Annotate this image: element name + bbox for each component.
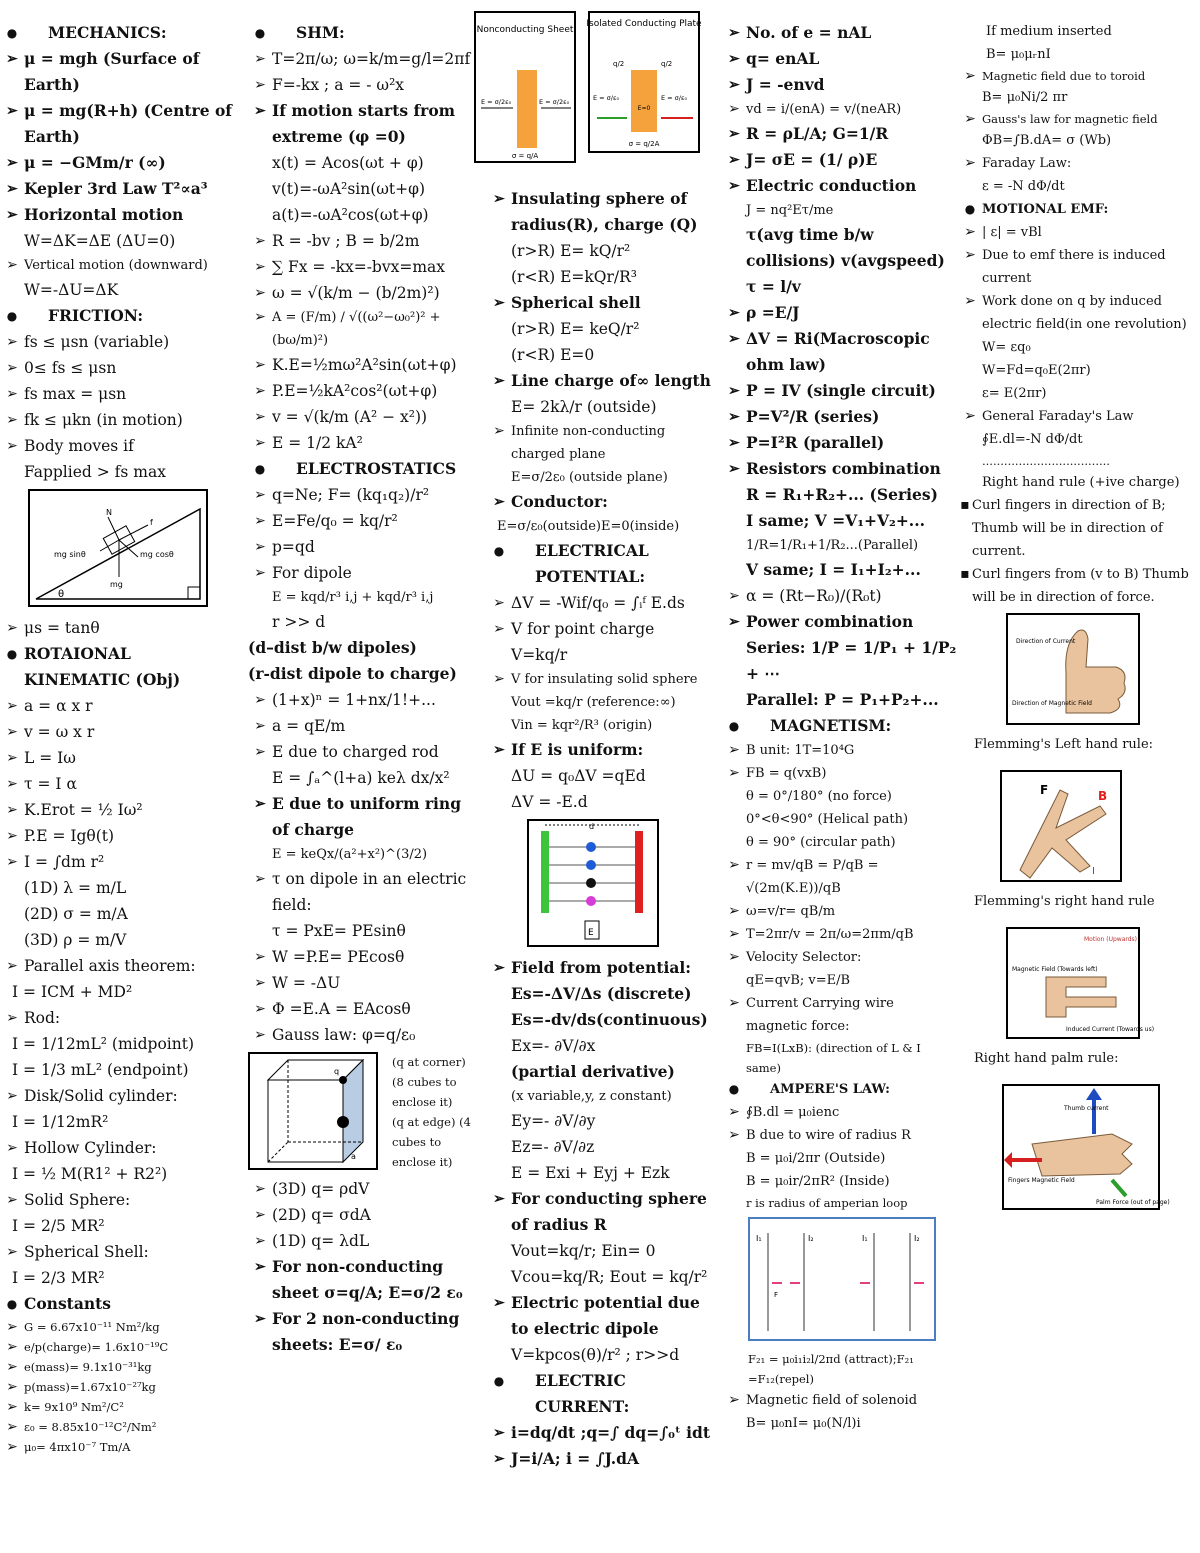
list-item: ➢ P=V²/R (series): [728, 407, 880, 426]
list-item: ➢ For dipole: [254, 564, 352, 582]
label-f: F: [1040, 783, 1049, 797]
list-item: ➢ i=dq/dt ;q=∫ dq=∫₀ᵗ idt: [493, 1423, 710, 1442]
list-item: (r>R) E= kQ/r²: [511, 242, 631, 260]
label-mgsin: mg sinθ: [54, 550, 86, 559]
list-item: ➢ Gauss law: φ=q/ε₀: [254, 1026, 416, 1044]
list-item: ➢ K.Erot = ½ Iω²: [6, 801, 143, 819]
fig2-q2-left: q/2: [613, 60, 625, 68]
list-item: ➢ q=Ne; F= (kq₁q₂)/r²: [254, 486, 430, 504]
label-mg: mg: [110, 580, 123, 589]
fig2-sigma: σ = q/2A: [628, 140, 660, 148]
list-item: ➢ P.E=½kA²cos²(ωt+φ): [254, 382, 438, 400]
heading-magnetism: ● MAGNETISM:: [728, 716, 892, 735]
list-item: Series: 1/P = 1/P₁ + 1/P₂ + ⋯: [746, 638, 957, 683]
list-item: ➢ α = (Rt−R₀)/(R₀t): [728, 587, 882, 605]
list-item: E = keQx/(a²+x²)^(3/2): [272, 847, 428, 862]
list-item: ➢ v = ω x r: [6, 723, 95, 741]
list-item: I = 2/5 MR²: [12, 1217, 105, 1235]
list-item: Es=-ΔV/Δs (discrete): [511, 984, 692, 1003]
heading-rotational: ● ROTAIONAL KINEMATIC (Obj): [6, 644, 181, 689]
list-item: ➢ 0≤ fs ≤ μsn: [6, 359, 117, 377]
list-item: v(t)=-ωA²sin(ωt+φ): [272, 180, 426, 198]
nonconducting-sheet: [517, 70, 537, 148]
label-fingers: Fingers Magnetic Field: [1008, 1177, 1075, 1184]
list-item: 0°<θ<90° (Helical path): [746, 812, 909, 827]
list-item: ➢ Disk/Solid cylinder:: [6, 1087, 178, 1105]
heading-shm: ● SHM:: [254, 23, 345, 42]
list-item: ➢ V for point charge: [493, 620, 655, 638]
label-q: q: [334, 1067, 340, 1076]
caption-right-hand: Flemming's right hand rule: [974, 894, 1155, 909]
charge-edge: [337, 1116, 349, 1128]
list-item: B = μ₀i/2πr (Outside): [746, 1151, 886, 1166]
palm-rule-figure: [1006, 927, 1198, 1043]
list-item: ➢ E due to charged rod: [254, 743, 439, 761]
list-item: ➢ For non-conducting sheet σ=q/A; E=σ/2 ε₀: [254, 1257, 463, 1302]
charge-corner: [339, 1076, 347, 1084]
label-mgcos: mg cosθ: [140, 550, 174, 559]
list-item: ➢ p=qd: [254, 538, 315, 556]
fig2-e-right: E = σ/ε₀: [661, 94, 688, 102]
list-item: ➢ Vertical motion (downward): [6, 257, 208, 273]
fig1-title: Nonconducting Sheet: [476, 25, 574, 35]
list-item: qE=qvB; v=E/B: [746, 973, 851, 988]
list-item: ➢ B unit: 1T=10⁴G: [728, 742, 855, 758]
constant-item: ➢ μ₀= 4πx10⁻⁷ Tm/A: [6, 1439, 131, 1455]
gauss-cube-figure: [248, 1052, 483, 1172]
list-item: I = 1/12mL² (midpoint): [12, 1035, 194, 1053]
list-item: ➢ a = qE/m: [254, 717, 346, 735]
list-item: ➢ Due to emf there is induced current: [964, 247, 1166, 286]
list-item: ➢ B due to wire of radius R: [728, 1127, 911, 1143]
list-item: ➢ | ε| = vBl: [964, 224, 1042, 240]
list-item: ➢ W =P.E= PEcosθ: [254, 948, 405, 966]
list-item: (1D) λ = m/L: [24, 879, 127, 897]
list-item: ➢ Parallel axis theorem:: [6, 957, 196, 975]
list-item: ➢ fs max = μsn: [6, 385, 127, 403]
list-item: 1/R=1/R₁+1/R₂...(Parallel): [746, 538, 919, 553]
list-item: (d–dist b/w dipoles): [248, 638, 417, 657]
list-item: ➢ ω = √(k/m − (b/2m)²): [254, 284, 440, 302]
list-item: ➢ fs ≤ μsn (variable): [6, 333, 170, 351]
constant-item: ➢ e/p(charge)= 1.6x10⁻¹⁹C: [6, 1339, 169, 1355]
list-item: ➢ Spherical shell: [493, 293, 641, 312]
label-d: d: [589, 822, 595, 831]
list-item: ➢ K.E=½mω²A²sin(ωt+φ): [254, 356, 457, 374]
sheet-figures: [473, 10, 703, 170]
list-item: Fapplied > fs max: [24, 463, 166, 481]
list-item: Es=-dv/ds(continuous): [511, 1010, 708, 1029]
negative-plate: [635, 831, 643, 913]
constant-item: ➢ G = 6.67x10⁻¹¹ Nm²/kg: [6, 1319, 160, 1335]
list-item: ➢ τ = I α: [6, 775, 77, 793]
list-item: r >> d: [272, 613, 326, 631]
list-item: ➢ Infinite non-conducting charged plane: [493, 423, 666, 462]
list-item: ➢ fk ≤ μkn (in motion): [6, 411, 183, 429]
rule-item: ▪ Curl fingers in direction of B; Thumb will be in direction of current.: [960, 497, 1166, 559]
list-item: F₂₁ = μ₀i₁i₂l/2πd (attract);F₂₁ =F₁₂(repel): [748, 1352, 914, 1386]
list-item: ➢ R = -bv ; B = b/2m: [254, 232, 420, 250]
heading-motional-emf: ● MOTIONAL EMF:: [964, 202, 1109, 217]
list-item: ➢ General Faraday's Law: [964, 408, 1134, 424]
left-hand-figure: [1006, 613, 1198, 729]
list-item: E=σ/ε₀(outside)E=0(inside): [497, 519, 680, 534]
list-item: x(t) = Acos(ωt + φ): [272, 154, 424, 172]
list-item: ➢ A = (F/m) / √((ω²−ω₀²)² + (bω/m)²): [254, 309, 441, 348]
label-e: E: [588, 928, 594, 938]
list-item: ➢ ∑ Fx = -kx=-bvx=max: [254, 258, 446, 276]
label-thumb: Thumb current: [1064, 1105, 1109, 1112]
list-item: ➢ vd = i/(enA) = v/(neAR): [728, 101, 902, 117]
column-mechanics: [0, 20, 232, 1457]
conducting-plate: [631, 70, 657, 132]
list-item: ➢ If motion starts from extreme (φ =0): [254, 101, 456, 146]
list-item: ➢ For conducting sphere of radius R: [493, 1189, 707, 1234]
list-item: If medium inserted: [986, 24, 1112, 39]
label-i1b: I₁: [862, 1234, 868, 1243]
list-item: θ = 0°/180° (no force): [746, 789, 892, 804]
constant-item: ➢ e(mass)= 9.1x10⁻³¹kg: [6, 1359, 152, 1375]
list-item: ➢ Body moves if: [6, 437, 134, 455]
list-item: τ(avg time b/w collisions) v(avgspeed): [746, 225, 945, 270]
list-item: I = 1/3 mL² (endpoint): [12, 1061, 189, 1079]
column-fields-potential: [487, 186, 722, 1472]
list-item: ➢ For 2 non-conducting sheets: E=σ/ ε₀: [254, 1309, 460, 1354]
list-item: (r<R) E=kQr/R³: [511, 268, 638, 286]
list-item: ➢ Resistors combination: [728, 459, 941, 478]
list-item: ➢ Hollow Cylinder:: [6, 1139, 157, 1157]
fig1-e-left: E = σ/2ε₀: [481, 98, 512, 106]
list-item: ➢ Current Carrying wire magnetic force:: [728, 995, 894, 1034]
list-item: ➢ Faraday Law:: [964, 155, 1072, 171]
label-theta: θ: [58, 589, 65, 600]
list-item: ➢ T=2πr/v = 2π/ω=2πm/qB: [728, 926, 914, 942]
label-a: a: [351, 1152, 356, 1161]
list-item: (3D) ρ = m/V: [24, 931, 127, 949]
list-item: ➢ Line charge of∞ length: [493, 371, 711, 390]
label-n: N: [106, 508, 112, 517]
list-item: (r>R) E= keQ/r²: [511, 320, 640, 338]
label-f: f: [150, 518, 153, 527]
list-item: ΔV = -E.d: [511, 793, 588, 811]
list-item: E = ∫ₐ^(l+a) keλ dx/x²: [272, 769, 450, 787]
label-palm: Palm Force (out of page): [1096, 1199, 1170, 1206]
list-item: ΔU = q₀ΔV =qEd: [511, 767, 646, 785]
list-item: (r-dist dipole to charge): [248, 664, 457, 683]
list-item: R = R₁+R₂+... (Series): [746, 485, 938, 504]
list-item: ➢ Rod:: [6, 1009, 61, 1027]
cube-notes: (q at corner) (8 cubes to enclose it) (q at edge) (4 cubes to enclose it): [392, 1055, 471, 1169]
list-item: I = 1/12mR²: [12, 1113, 109, 1131]
list-item: τ = PxE= PEsinθ: [272, 922, 406, 940]
positive-plate: [541, 831, 549, 913]
list-item: ➢ E = 1/2 kA²: [254, 434, 363, 452]
right-hand-figure: [1000, 770, 1198, 886]
list-item: I = 2/3 MR²: [12, 1269, 105, 1287]
column-shm-electrostatics: [248, 20, 483, 1358]
list-item: θ = 90° (circular path): [746, 835, 896, 850]
list-item: B= μ₀nI= μ₀(N/l)i: [746, 1416, 861, 1431]
list-item: ➢ No. of e = nAL: [728, 23, 872, 42]
list-item: ➢ μ = mg(R+h) (Centre of Earth): [6, 101, 232, 146]
constant-item: ➢ ε₀ = 8.85x10⁻¹²C²/Nm²: [6, 1419, 157, 1435]
list-item: I same; V =V₁+V₂+...: [746, 511, 925, 530]
list-item: ➢ J=i/A; i = ∫J.dA: [493, 1449, 640, 1468]
list-item: ➢ J = -envd: [728, 75, 825, 94]
list-item: Ex=- ∂V/∂x: [511, 1037, 596, 1055]
list-item: ➢ V for insulating solid sphere: [493, 671, 698, 687]
list-item: ➢ τ on dipole in an electric field:: [254, 870, 467, 914]
list-item: W=Fd=q₀E(2πr): [982, 363, 1091, 378]
list-item: B = μ₀ir/2πR² (Inside): [746, 1174, 890, 1189]
list-item: ➢ Insulating sphere of radius(R), charge (Q): [493, 189, 698, 234]
list-item: ➢ (2D) q= σdA: [254, 1206, 371, 1224]
palm-force-figure: [1002, 1084, 1198, 1214]
list-item: ➢ Electric potential due to electric dipole: [493, 1293, 700, 1338]
parallel-wires-diagram: [748, 1217, 957, 1345]
list-item: ➢ E due to uniform ring of charge: [254, 794, 462, 839]
list-item: ➢ P.E = Igθ(t): [6, 827, 115, 845]
gauss-cube-diagram: [248, 1052, 378, 1170]
list-item: B= μ₀Ni/2 πr: [982, 90, 1068, 105]
list-item: τ = l/v: [746, 277, 801, 296]
list-item: ➢ If E is uniform:: [493, 740, 644, 759]
list-item: ε = -N dΦ/dt: [982, 179, 1065, 194]
list-item: ➢ Work done on q by induced electric field(in one revolution): [964, 293, 1187, 332]
list-item: Vin = kqr²/R³ (origin): [511, 718, 653, 733]
list-item: ➢ I = ∫dm r²: [6, 853, 105, 871]
list-item: Vcou=kq/R; Eout = kq/r²: [511, 1268, 708, 1286]
constant-item: ➢ k= 9x10⁹ Nm²/C²: [6, 1399, 124, 1415]
list-item: ➢ ΔV = Ri(Macroscopic ohm law): [728, 329, 930, 374]
list-item: Vout=kq/r; Ein= 0: [511, 1242, 656, 1260]
list-item: (x variable,y, z constant): [511, 1089, 672, 1104]
list-item: ➢ FB = q(vxB): [728, 765, 827, 781]
list-item: E= 2kλ/r (outside): [511, 398, 657, 416]
heading-friction: ● FRICTION:: [6, 306, 144, 325]
list-item: ➢ r = mv/qB = P/qB = √(2m(K.E))/qB: [728, 857, 879, 896]
list-item: ➢ ΔV = -Wif/q₀ = ∫ᵢᶠ E.ds: [493, 594, 685, 612]
list-item: ➢ E=Fe/q₀ = kq/r²: [254, 512, 398, 530]
list-item: B= μ₀μᵣnI: [986, 47, 1051, 62]
list-item: ➢ Electric conduction: [728, 176, 917, 195]
uniform-field-diagram: [527, 819, 722, 951]
fig1-sigma: σ = q/A: [511, 152, 539, 160]
list-item: Right hand rule (+ive charge): [982, 475, 1180, 490]
fig2-title: Isolated Conducting Plate: [586, 19, 702, 29]
column-induction: [958, 20, 1198, 1218]
list-item: ➢ F=-kx ; a = - ω²x: [254, 76, 405, 94]
list-item: ➢ (3D) q= ρdV: [254, 1180, 370, 1198]
label-i: I: [1092, 866, 1095, 877]
list-item: (partial derivative): [511, 1062, 675, 1081]
list-item: ➢ a = α x r: [6, 697, 93, 715]
label-current: Induced Current (Towards us): [1066, 1026, 1155, 1033]
list-item: ➢ P=I²R (parallel): [728, 433, 885, 452]
list-item: E = Exi + Eyj + Ezk: [511, 1164, 670, 1182]
list-item: ➢ W = -ΔU: [254, 974, 341, 992]
list-item: E=σ/2ε₀ (outside plane): [511, 470, 668, 485]
list-item: E = kqd/r³ i,j + kqd/r³ i,j: [272, 590, 434, 605]
label-field: Magnetic Field (Towards left): [1012, 966, 1098, 973]
list-item: ➢ v = √(k/m (A² − x²)): [254, 408, 428, 426]
heading-electrostatics: ● ELECTROSTATICS: [254, 459, 457, 478]
caption-palm-rule: Right hand palm rule:: [974, 1051, 1119, 1066]
list-item: ➢ Field from potential:: [493, 958, 692, 977]
list-item: V=kq/r: [511, 646, 568, 664]
label-f: F: [774, 1291, 779, 1299]
label-field-dir: Direction of Magnetic Field: [1012, 700, 1092, 707]
list-item: ➢ Solid Sphere:: [6, 1191, 131, 1209]
fig2-ein: E=0: [637, 105, 651, 112]
list-item: ➢ L = Iω: [6, 749, 76, 767]
label-b: B: [1098, 789, 1108, 803]
list-item: ➢ Spherical Shell:: [6, 1243, 149, 1261]
label-i1: I₁: [756, 1234, 762, 1243]
heading-mechanics: ● MECHANICS:: [6, 23, 167, 42]
list-item: r is radius of amperian loop: [746, 1196, 908, 1210]
list-item: Ey=- ∂V/∂y: [511, 1112, 596, 1130]
list-item: (2D) σ = m/A: [24, 905, 128, 923]
list-item: V=kpcos(θ)/r² ; r>>d: [511, 1346, 680, 1364]
incline-diagram: [28, 489, 232, 611]
list-item: ➢ Velocity Selector:: [728, 949, 862, 965]
list-item: ➢ μs = tanθ: [6, 619, 100, 637]
list-item: ΦB=∫B.dA= σ (Wb): [982, 133, 1112, 148]
constant-item: ➢ p(mass)=1.67x10⁻²⁷kg: [6, 1379, 156, 1395]
rule-item: ▪ Curl fingers from (v to B) Thumb will be in direction of force.: [960, 566, 1189, 605]
list-item: ➢ Power combination: [728, 612, 914, 631]
list-item: ➢ Kepler 3rd Law T²∝a³: [6, 179, 208, 198]
list-item: ➢ Conductor:: [493, 492, 608, 511]
list-item: ➢ Gauss's law for magnetic field: [964, 111, 1158, 127]
list-item: ➢ ∮B.dl = μ₀ienc: [728, 1104, 840, 1120]
heading-ampere: ● AMPERE'S LAW:: [728, 1082, 890, 1097]
caption-left-hand: Flemming's Left hand rule:: [974, 737, 1154, 752]
list-item: ➢ J= σE = (1/ ρ)E: [728, 150, 878, 169]
fig2-q2-right: q/2: [661, 60, 673, 68]
label-motion: Motion (Upwards): [1084, 936, 1138, 943]
list-item: ➢ R = ρL/A; G=1/R: [728, 124, 889, 143]
label-current-dir: Direction of Current: [1016, 638, 1076, 645]
list-item: Ez=- ∂V/∂z: [511, 1138, 595, 1156]
fig1-e-right: E = σ/2ε₀: [539, 98, 570, 106]
list-item: J = nq²Eτ/me: [746, 203, 834, 218]
list-item: ...................................: [982, 454, 1110, 468]
list-item: a(t)=-ωA²cos(ωt+φ): [272, 206, 429, 224]
heading-current: ● ELECTRIC CURRENT:: [493, 1371, 630, 1416]
list-item: ➢ Magnetic field of solenoid: [728, 1392, 918, 1408]
list-item: V same; I = I₁+I₂+...: [746, 560, 921, 579]
list-item: W= εq₀: [982, 340, 1031, 355]
list-item: Vout =kq/r (reference:∞): [511, 695, 676, 710]
list-item: ➢ Φ =E.A = EAcosθ: [254, 1000, 411, 1018]
heading-potential: ● ELECTRICAL POTENTIAL:: [493, 541, 649, 586]
list-item: (r<R) E=0: [511, 346, 595, 364]
list-item: ∮E.dl=-N dΦ/dt: [982, 432, 1083, 447]
list-item: ε= E(2πr): [982, 386, 1047, 401]
list-item: ➢ P = IV (single circuit): [728, 381, 936, 400]
list-item: I = ICM + MD²: [12, 983, 133, 1001]
column-current-magnetism: [722, 20, 957, 1435]
list-item: ➢ ρ =E/J: [728, 303, 800, 322]
label-i2b: I₂: [914, 1234, 920, 1243]
heading-constants: ● Constants: [6, 1294, 112, 1313]
list-item: W=-ΔU=ΔK: [24, 281, 119, 299]
list-item: FB=I(LxB): (direction of L & I same): [746, 1041, 921, 1075]
list-item: ➢ Horizontal motion: [6, 205, 184, 224]
list-item: I = ½ M(R1² + R2²): [12, 1165, 168, 1183]
list-item: ➢ (1+x)ⁿ = 1+nx/1!+...: [254, 691, 436, 709]
list-item: ➢ μ = mgh (Surface of Earth): [6, 49, 200, 94]
fig2-e-left: E = σ/ε₀: [593, 94, 620, 102]
list-item: ➢ q= enAL: [728, 49, 820, 68]
list-item: ➢ Magnetic field due to toroid: [964, 68, 1146, 84]
list-item: W=ΔK=ΔE (ΔU=0): [24, 232, 176, 250]
list-item: ➢ μ = −GMm/r (∞): [6, 153, 166, 172]
label-i2: I₂: [808, 1234, 814, 1243]
list-item: ➢ T=2π/ω; ω=k/m=g/l=2πf: [254, 50, 471, 68]
list-item: ➢ (1D) q= λdL: [254, 1232, 370, 1250]
list-item: ➢ ω=v/r= qB/m: [728, 903, 836, 919]
list-item: Parallel: P = P₁+P₂+...: [746, 690, 939, 709]
